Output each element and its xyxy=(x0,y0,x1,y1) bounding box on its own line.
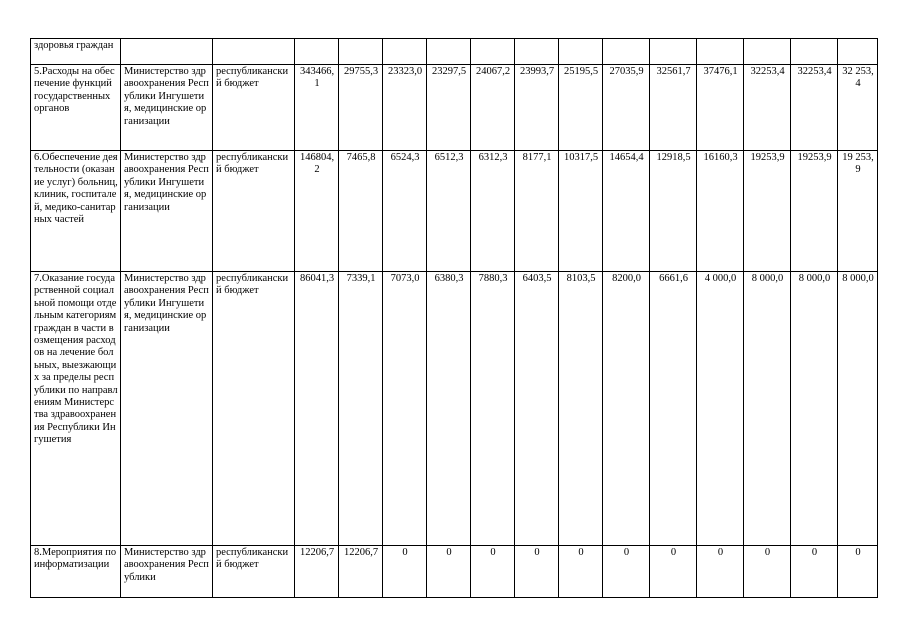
value-cell: 29755,3 xyxy=(339,65,383,151)
value-cell: 0 xyxy=(559,546,603,598)
value-cell: 32561,7 xyxy=(650,65,697,151)
row-name-cell: 7.Оказание государственной социальной помощи отдельным категориям граждан в части возмещения расходов на лечение больных, выезжающих за пределы республики по направлениям Министерства здравоохранения Республики Ингушетия xyxy=(31,272,121,546)
value-cell: 12206,7 xyxy=(295,546,339,598)
row-name-cell: 6.Обеспечение деятельности (оказание услуг) больниц, клиник, госпиталей, медико-санитарных частей xyxy=(31,151,121,272)
value-cell: 6512,3 xyxy=(427,151,471,272)
value-cell: 0 xyxy=(838,546,878,598)
value-cell: 8 000,0 xyxy=(838,272,878,546)
empty-cell xyxy=(213,39,295,65)
value-cell: 8 000,0 xyxy=(791,272,838,546)
value-cell: 6312,3 xyxy=(471,151,515,272)
value-cell: 12206,7 xyxy=(339,546,383,598)
empty-cell xyxy=(471,39,515,65)
empty-cell xyxy=(427,39,471,65)
value-cell: 32253,4 xyxy=(744,65,791,151)
empty-cell xyxy=(603,39,650,65)
value-cell: 0 xyxy=(650,546,697,598)
value-cell: 7880,3 xyxy=(471,272,515,546)
value-cell: 7073,0 xyxy=(383,272,427,546)
value-cell: 19 253,9 xyxy=(838,151,878,272)
funding-source-cell: республиканский бюджет xyxy=(213,546,295,598)
value-cell: 12918,5 xyxy=(650,151,697,272)
budget-table xyxy=(30,38,878,598)
empty-cell xyxy=(791,39,838,65)
value-cell: 16160,3 xyxy=(697,151,744,272)
executor-cell: Министерство здравоохранения Республики xyxy=(121,546,213,598)
value-cell: 23993,7 xyxy=(515,65,559,151)
value-cell: 0 xyxy=(515,546,559,598)
value-cell: 86041,3 xyxy=(295,272,339,546)
row-name-cell: здоровья граждан xyxy=(31,39,121,65)
value-cell: 8200,0 xyxy=(603,272,650,546)
value-cell: 6661,6 xyxy=(650,272,697,546)
value-cell: 10317,5 xyxy=(559,151,603,272)
empty-cell xyxy=(838,39,878,65)
value-cell: 23323,0 xyxy=(383,65,427,151)
value-cell: 27035,9 xyxy=(603,65,650,151)
empty-cell xyxy=(339,39,383,65)
table-row xyxy=(31,151,878,272)
row-name-cell: 8.Мероприятия по информатизации xyxy=(31,546,121,598)
value-cell: 4 000,0 xyxy=(697,272,744,546)
empty-cell xyxy=(515,39,559,65)
value-cell: 0 xyxy=(744,546,791,598)
value-cell: 19253,9 xyxy=(744,151,791,272)
value-cell: 25195,5 xyxy=(559,65,603,151)
funding-source-cell: республиканский бюджет xyxy=(213,272,295,546)
table-row xyxy=(31,39,878,65)
value-cell: 0 xyxy=(427,546,471,598)
value-cell: 343466,1 xyxy=(295,65,339,151)
table-row xyxy=(31,272,878,546)
funding-source-cell: республиканский бюджет xyxy=(213,151,295,272)
empty-cell xyxy=(121,39,213,65)
value-cell: 0 xyxy=(791,546,838,598)
value-cell: 23297,5 xyxy=(427,65,471,151)
value-cell: 6380,3 xyxy=(427,272,471,546)
value-cell: 14654,4 xyxy=(603,151,650,272)
value-cell: 8 000,0 xyxy=(744,272,791,546)
value-cell: 6403,5 xyxy=(515,272,559,546)
value-cell: 32253,4 xyxy=(791,65,838,151)
value-cell: 24067,2 xyxy=(471,65,515,151)
value-cell: 0 xyxy=(603,546,650,598)
value-cell: 37476,1 xyxy=(697,65,744,151)
value-cell: 7465,8 xyxy=(339,151,383,272)
value-cell: 6524,3 xyxy=(383,151,427,272)
empty-cell xyxy=(744,39,791,65)
row-name-cell: 5.Расходы на обеспечение функций государственных органов xyxy=(31,65,121,151)
empty-cell xyxy=(295,39,339,65)
value-cell: 8103,5 xyxy=(559,272,603,546)
value-cell: 0 xyxy=(471,546,515,598)
table-row xyxy=(31,65,878,151)
value-cell: 7339,1 xyxy=(339,272,383,546)
value-cell: 32 253,4 xyxy=(838,65,878,151)
table-row xyxy=(31,546,878,598)
executor-cell: Министерство здравоохранения Республики Ингушетия, медицинские организации xyxy=(121,272,213,546)
empty-cell xyxy=(650,39,697,65)
empty-cell xyxy=(383,39,427,65)
value-cell: 0 xyxy=(697,546,744,598)
empty-cell xyxy=(559,39,603,65)
empty-cell xyxy=(697,39,744,65)
executor-cell: Министерство здравоохранения Республики Ингушетия, медицинские организации xyxy=(121,65,213,151)
value-cell: 19253,9 xyxy=(791,151,838,272)
funding-source-cell: республиканский бюджет xyxy=(213,65,295,151)
value-cell: 0 xyxy=(383,546,427,598)
value-cell: 8177,1 xyxy=(515,151,559,272)
value-cell: 146804,2 xyxy=(295,151,339,272)
executor-cell: Министерство здравоохранения Республики Ингушетия, медицинские организации xyxy=(121,151,213,272)
